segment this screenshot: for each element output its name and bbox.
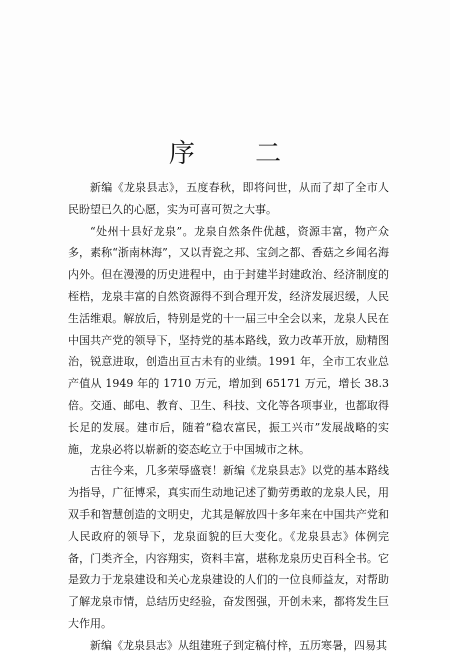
paragraph: “处州十县好龙泉”。龙泉自然条件优越，资源丰富，物产众多，素称“浙南林海”，又以青瓷之邦、宝剑之都、香菇之乡闻名海内外。但在漫漫的历史进程中，由于封建半封建政治、经济制度的桎梏，龙泉丰富的自然资源得不到合理开发，经济发展迟缓，人民生活维艰。解放后，特别是党的十一届三中全会以来，龙泉人民在中国共产党的领导下，坚持党的基本路线，致力改革开放，励精图治，锐意进取，创造出亘古未有的业绩。1991 年，全市工农业总产值从 1949 年的 1710 万元，增加到 65171 万元，增长 38.3 倍。交通、邮电、教育、卫生、科技、文化等各项事业，也都取得长足的发展。建市后，随着“稳农富民，振工兴市”发展战略的实施，龙泉必将以崭新的姿态屹立于中国城市之林。 [68, 224, 389, 456]
paragraph: 新编《龙泉县志》，五度春秋，即将问世，从而了却了全市人民盼望已久的心愿，实为可喜可贺之大事。 [68, 181, 389, 216]
page-title: 序 二 [168, 139, 308, 169]
paragraph: 古往今来，几多荣辱盛衰！新编《龙泉县志》以党的基本路线为指导，广征博采，真实而生动地记述了勤劳勇敢的龙泉人民，用双手和智慧创造的文明史，尤其是解放四十多年来在中国共产党和人民政府的领导下，龙泉面貌的巨大变化。《龙泉县志》体例完备，门类齐全，内容翔实，资料丰富，堪称龙泉历史百科全书。它是致力于龙泉建设和关心龙泉建设的人们的一位良师益友，对帮助了解龙泉市情，总结历史经验，奋发图强，开创未来，都将发生巨大作用。 [68, 464, 389, 630]
paragraph: 新编《龙泉县志》从组建班子到定稿付梓，五历寒暑，四易其 [90, 638, 387, 652]
preface-body [68, 177, 389, 657]
